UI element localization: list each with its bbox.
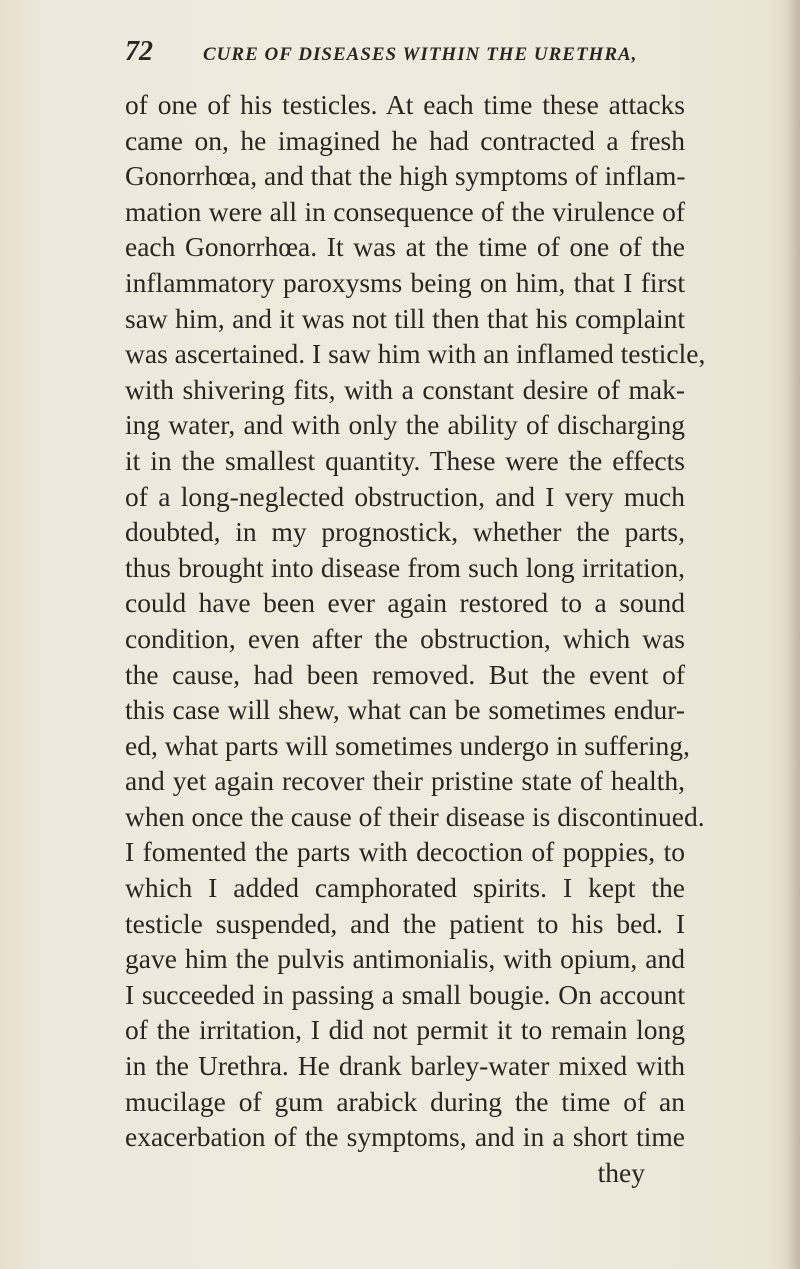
text-line: gave him the pulvis antimonialis, with opium, and [125,943,685,975]
text-line: came on, he imagined he had contracted a fresh [125,124,685,156]
text-line: with shivering fits, with a constant desire of mak- [125,373,685,405]
text-line: the cause, had been removed. But the event of [125,658,685,690]
text-line: I succeeded in passing a small bougie. On account [125,978,685,1010]
text-line: thus brought into disease from such long irritation, [125,551,685,583]
text-line: inflammatory paroxysms being on him, that I first [125,266,685,298]
text-line: and yet again recover their pristine state of health, [125,765,685,797]
text-line: each Gonorrhœa. It was at the time of one of the [125,231,685,263]
text-line: condition, even after the obstruction, which was [125,622,685,654]
text-line: which I added camphorated spirits. I kept the [125,872,685,904]
catchword: they [597,1156,645,1188]
page-number: 72 [125,36,153,67]
text-line: of the irritation, I did not permit it to remain long [125,1014,685,1046]
text-line: testicle suspended, and the patient to his bed. I [125,907,685,939]
body-text [125,87,706,1190]
text-line: mation were all in consequence of the virulence of [125,195,685,227]
running-title: CURE OF DISEASES WITHIN THE URETHRA, [203,44,638,65]
text-line: of a long-neglected obstruction, and I very much [125,480,685,512]
text-line: ed, what parts will sometimes undergo in suffering, [125,729,690,761]
text-line: mucilage of gum arabick during the time of an [125,1085,685,1117]
text-line: was ascertained. I saw him with an inflamed testicle, [125,338,706,370]
text-line: when once the cause of their disease is discontinued. [125,800,705,832]
text-line: this case will shew, what can be sometimes endur- [125,694,685,726]
text-line: ing water, and with only the ability of discharging [125,409,685,441]
text-line: Gonorrhœa, and that the high symptoms of inflam- [125,160,686,192]
text-line: in the Urethra. He drank barley-water mixed with [125,1050,685,1082]
page-edge-shadow [786,0,800,1269]
text-line: I fomented the parts with decoction of poppies, to [125,836,685,868]
text-line: doubted, in my prognostick, whether the parts, [125,516,685,548]
text-line: it in the smallest quantity. These were the effects [125,444,685,476]
text-line: exacerbation of the symptoms, and in a short time [125,1121,685,1153]
text-line: could have been ever again restored to a sound [125,587,685,619]
text-line: of one of his testicles. At each time these attacks [125,89,685,120]
text-line: saw him, and it was not till then that his complaint [125,302,685,334]
running-head [125,36,685,70]
